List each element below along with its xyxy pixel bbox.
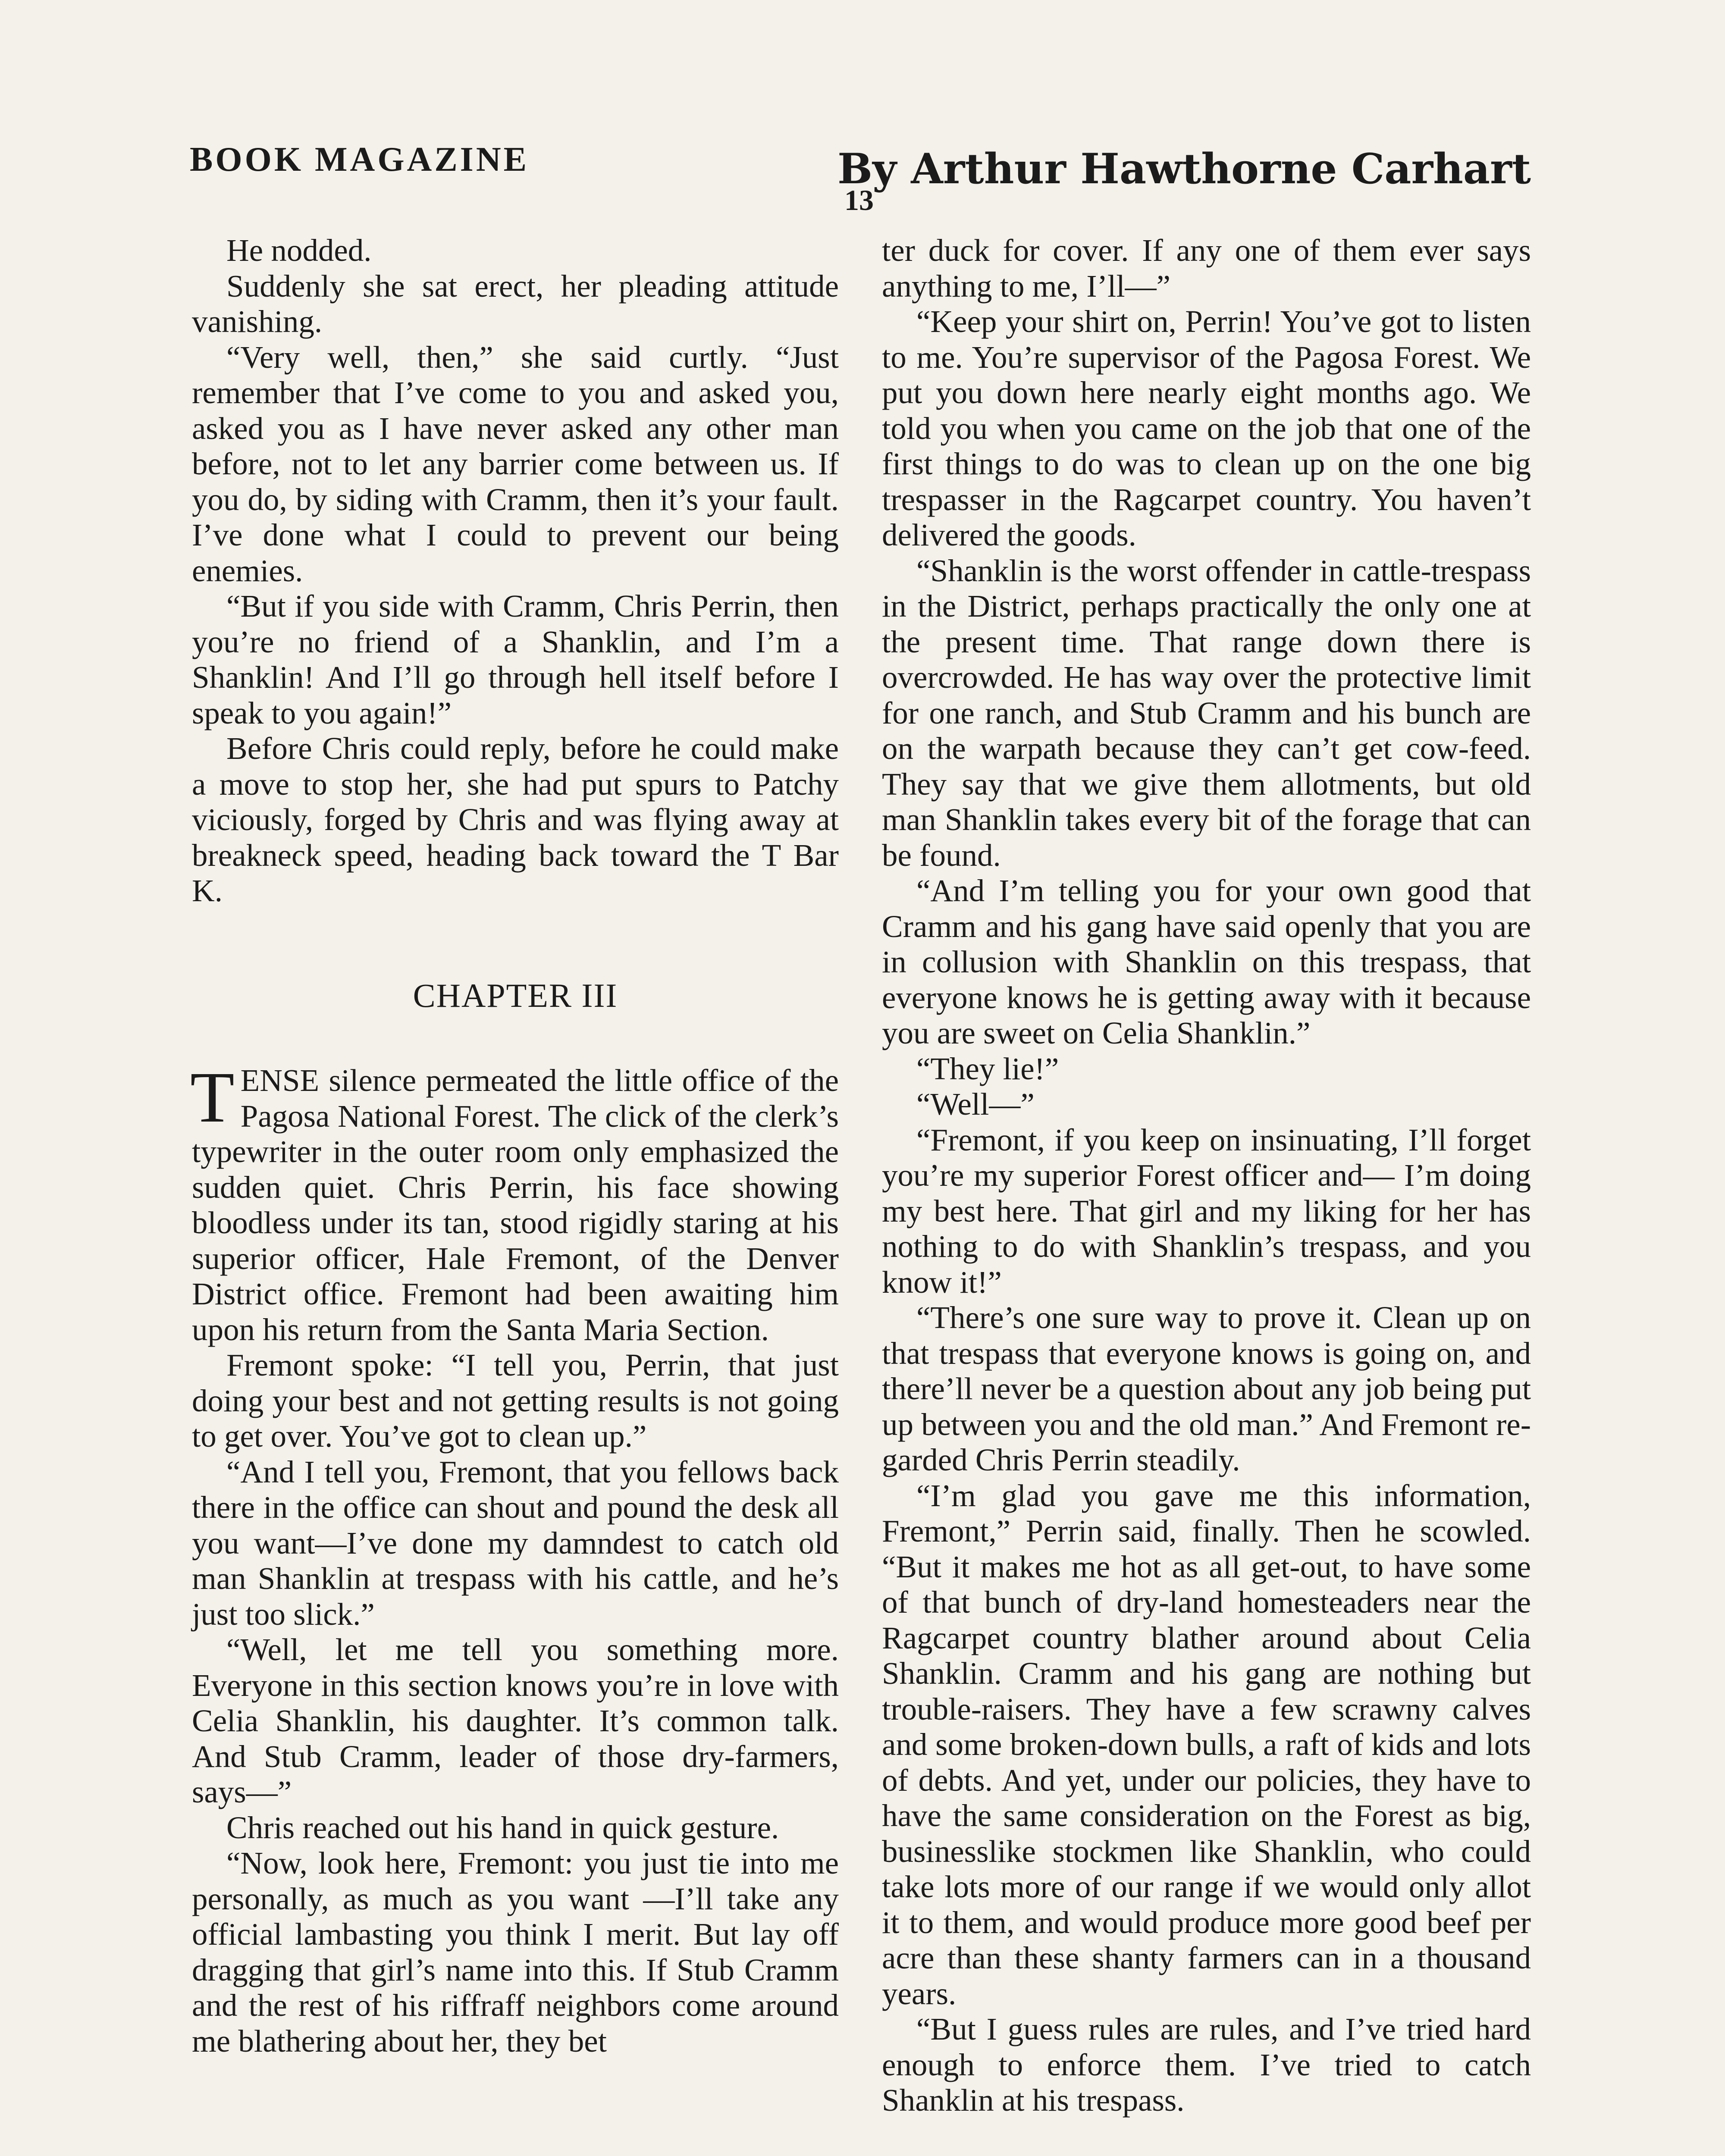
- paragraph: Chris reached out his hand in quick gesture.: [226, 1810, 779, 1845]
- paragraph: “But if you side with Cramm, Chris Perrin, then you’re no friend of a Shanklin, and I’m a Shanklin! And I’ll go through hell itself before I speak to you again!”: [192, 589, 839, 730]
- paragraph: “Fremont, if you keep on insinuating, I’ll forget you’re my superior Forest officer and— I’m doing my best here. That girl and my liking for her has nothing to do with Shanklin’s trespass, and you know it!”: [882, 1122, 1531, 1300]
- paragraph: “They lie!”: [916, 1051, 1059, 1086]
- paragraph: “I’m glad you gave me this information, Fremont,” Perrin said, finally. Then he scowled. “But it makes me hot as all get-out, to have some of that bunch of dry-land homesteaders near the Ragcarpet country blather around about Celia Shanklin. Cramm and his gang are nothing but trouble-raisers. They have a few scrawny calves and some broken-down bulls, a raft of kids and lots of debts. And yet, under our policies, they have to have the same consideration on the Forest as big, businesslike stockmen like Shanklin, who could take lots more of our range if we would only allot it to them, and would produce more good beef per acre than these shanty farmers can in a thousand years.: [882, 1478, 1531, 2011]
- paragraph: “And I’m telling you for your own good that Cramm and his gang have said openly that you are in collusion with Shanklin on this trespass, that everyone knows he is getting away with it because you are sweet on Celia Shanklin.”: [882, 873, 1531, 1050]
- paragraph: He nodded.: [226, 233, 372, 268]
- chapter-opening-paragraph: [190, 1057, 839, 1348]
- paragraph: “Well, let me tell you something more. Everyone in this section knows you’re in love with Celia Shanklin, his daughter. It’s common talk. And Stub Cramm, leader of those dry-farmers, says—”: [192, 1632, 839, 1809]
- page-number: 13: [844, 184, 874, 216]
- paragraph: “There’s one sure way to prove it. Clean up on that trespass that everyone knows is going on, and there’ll never be a question about any job being put up between you and the old man.” And Fremont regarded Chris Perrin steadily.: [882, 1300, 1531, 1477]
- author-byline: By Arthur Hawthorne Carhart: [837, 144, 1531, 193]
- paragraph: “Keep your shirt on, Perrin! You’ve got to listen to me. You’re supervisor of the Pagosa Forest. We put you down here nearly eight months ago. We told you when you came on the job that one of the first things to do was to clean up on the one big trespasser in the Ragcarpet country. You haven’t delivered the goods.: [882, 304, 1531, 552]
- chapter-opening-text: ENSE silence permeated the little office of the Pagosa National Forest. The click of the clerk’s typewriter in the outer room only emphasized the sudden quiet. Chris Perrin, his face showing bloodless under its tan, stood rigidly staring at his superior officer, Hale Fremont, of the Denver District office. Fremont had been awaiting him upon his return from the Santa Maria Section.: [192, 1063, 839, 1347]
- paragraph: “Very well, then,” she said curtly. “Just remember that I’ve come to you and asked you, asked you as I have never asked any other man before, not to let any barrier come between us. If you do, by siding with Cramm, then it’s your fault. I’ve done what I could to prevent our being enemies.: [192, 339, 839, 588]
- magazine-title: BOOK MAGAZINE: [190, 141, 529, 179]
- paragraph: “Well—”: [916, 1087, 1035, 1122]
- chapter-heading: CHAPTER III: [413, 976, 618, 1014]
- paragraph: “And I tell you, Fremont, that you fellows back there in the office can shout and pound the desk all you want—I’ve done my damndest to catch old man Shanklin at trespass with his cattle, and he’s just too slick.”: [192, 1454, 839, 1632]
- paragraph: “Shanklin is the worst offender in cattle-trespass in the District, perhaps practically the only one at the present time. That range down there is overcrowded. He has way over the protective limit for one ranch, and Stub Cramm and his bunch are on the warpath because they can’t get cow-feed. They say that we give them allotments, but old man Shanklin takes every bit of the forage that can be found.: [882, 553, 1531, 873]
- drop-cap: T: [190, 1057, 235, 1138]
- continued-paragraph: ter duck for cover. If any one of them ever says anything to me, I’ll—”: [882, 233, 1531, 304]
- paragraph: Suddenly she sat erect, her pleading attitude vanishing.: [192, 268, 839, 339]
- paragraph: “Now, look here, Fremont: you just tie into me personally, as much as you want —I’ll take any official lambasting you think I merit. But lay off dragging that girl’s name into this. If Stub Cramm and the rest of his riffraff neighbors come around me blathering about her, they bet: [192, 1846, 839, 2059]
- paragraph: “But I guess rules are rules, and I’ve tried hard enough to enforce them. I’ve tried to catch Shanklin at his trespass.: [882, 2012, 1531, 2118]
- right-column: [882, 233, 1531, 2118]
- left-column: [192, 233, 839, 2059]
- paragraph: Fremont spoke: “I tell you, Perrin, that just doing your best and not getting results is not going to get over. You’ve got to clean up.”: [192, 1348, 839, 1454]
- paragraph: Before Chris could reply, before he could make a move to stop her, she had put spurs to Patchy viciously, forged by Chris and was flying away at breakneck speed, heading back toward the T Bar K.: [192, 731, 839, 908]
